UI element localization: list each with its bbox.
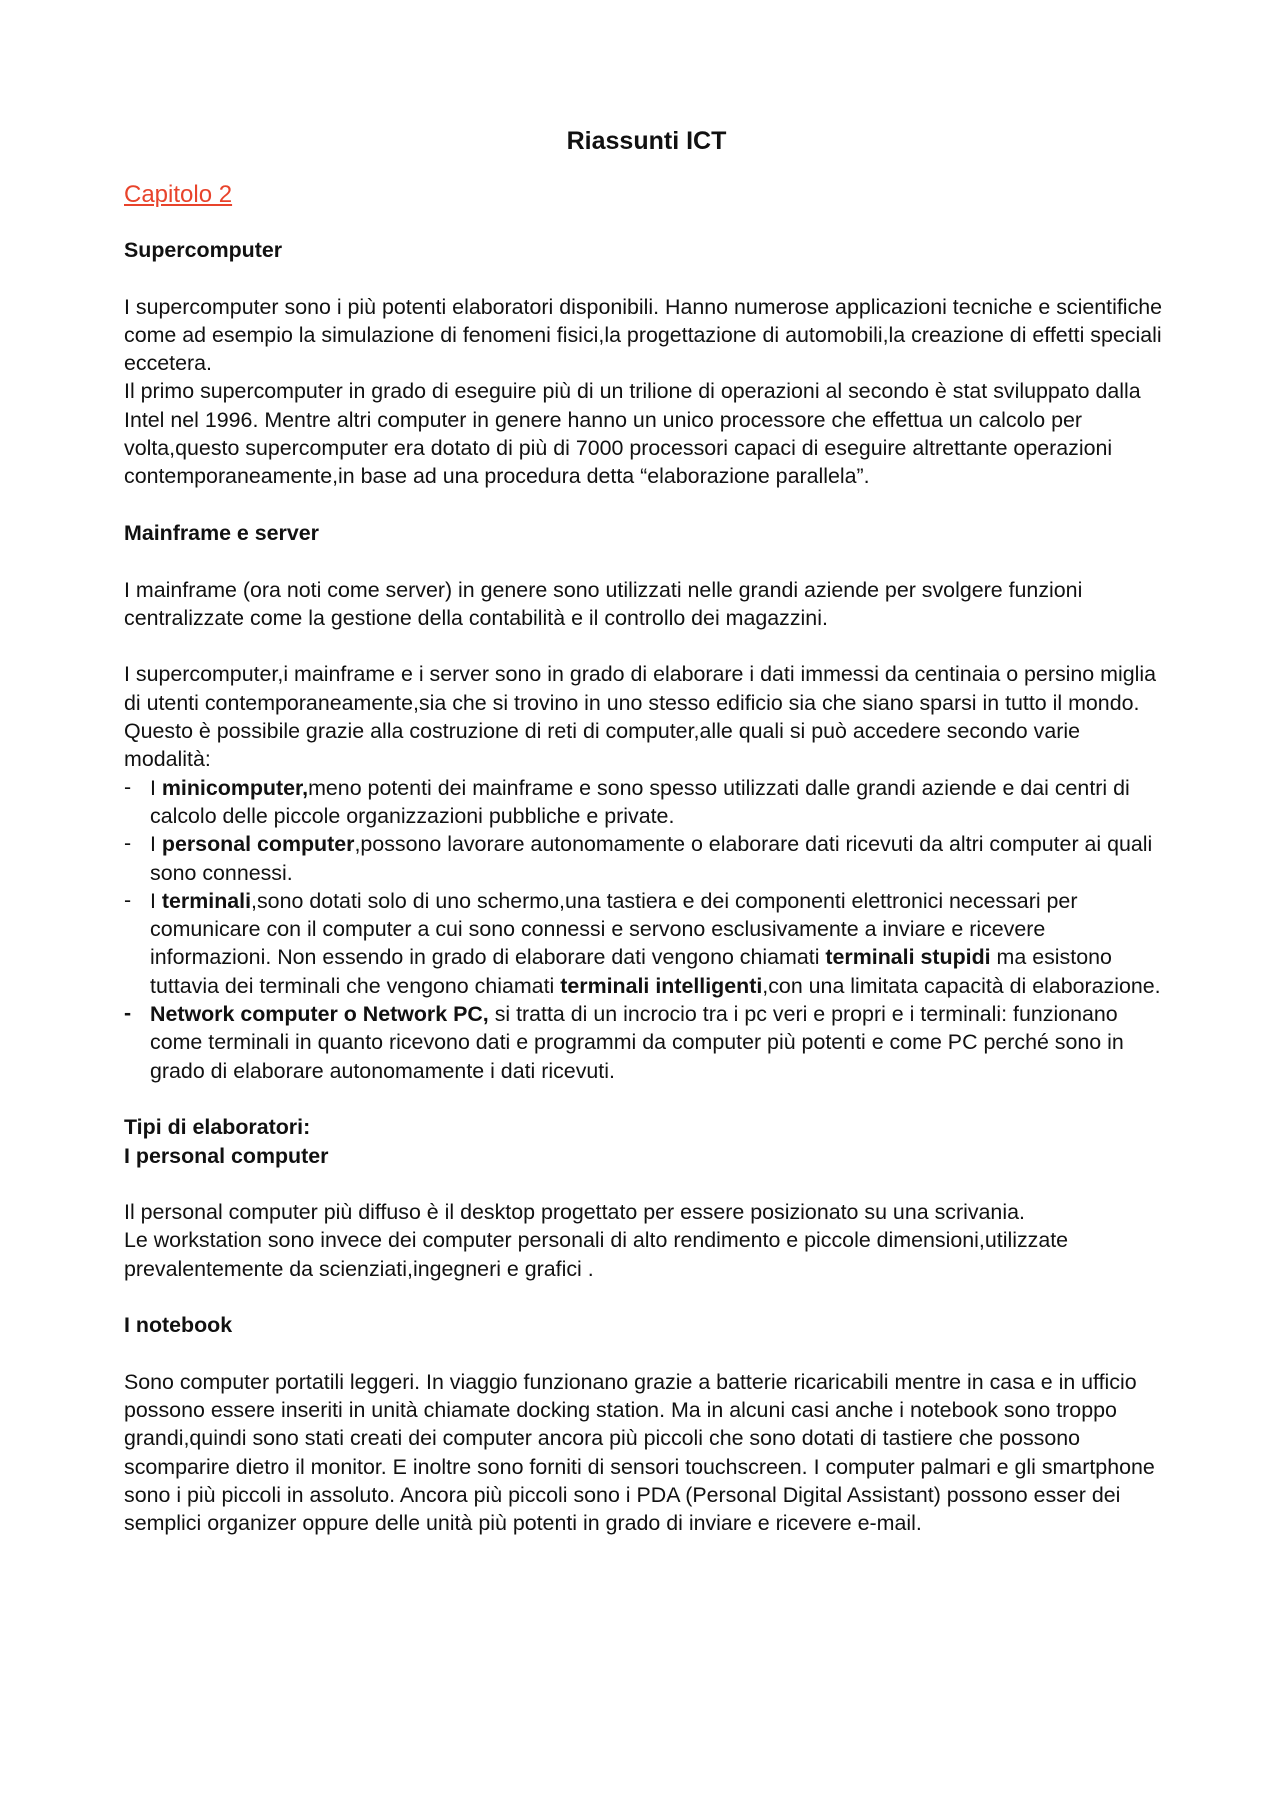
list-item-bold: terminali stupidi [825,945,991,970]
list-item-personal-computer [124,830,1169,887]
access-modes-list [124,774,1169,1085]
section-heading-mainframe: Mainframe e server [124,520,320,545]
list-item-terminali [124,887,1169,1000]
list-item-text: I [150,775,162,800]
list-item-text: ,possono lavorare autonomamente o elaborare dati ricevuti da altri computer ai quali sono connessi. [150,832,1153,885]
list-item-bold: Network computer o Network PC, [150,1002,489,1027]
personal-computer-paragraph-2: Le workstation sono invece dei computer personali di alto rendimento e piccole dimensioni,utilizzate prevalentemente da scienziati,ingegneri e grafici . [124,1228,1069,1281]
chapter-link[interactable]: Capitolo 2 [124,181,233,208]
mainframe-paragraph-2: I supercomputer,i mainframe e i server sono in grado di elaborare i dati immessi da centinaia o persino miglia di utenti contemporaneamente,sia che si trovino in uno stesso edificio sia che siano sparsi in tutto il mondo. Questo è possibile grazie alla costruzione di reti di computer,alle quali si può accedere secondo varie modalità: [124,662,1157,772]
supercomputer-paragraph-1: I supercomputer sono i più potenti elaboratori disponibili. Hanno numerose applicazioni tecniche e scientifiche come ad esempio la simulazione di fenomeni fisici,la progettazione di automobili,la creazione di effetti speciali eccetera. [124,294,1163,376]
list-item-text: ,con una limitata capacità di elaborazione. [762,973,1161,998]
list-item-minicomputer [124,774,1169,831]
mainframe-paragraph-1: I mainframe (ora noti come server) in genere sono utilizzati nelle grandi aziende per svolgere funzioni centralizzate come la gestione della contabilità e il controllo dei magazzini. [124,577,1083,630]
list-item-bold: terminali intelligenti [560,973,763,998]
document-title: Riassunti ICT [566,127,727,155]
list-item-text: I [150,888,162,913]
spacer [124,1085,1169,1113]
list-item-bold: personal computer [161,832,355,857]
document-page [124,120,1169,1538]
spacer [124,547,1169,575]
spacer [124,1340,1169,1368]
spacer [124,1170,1169,1198]
list-item-text: I [150,832,162,857]
section-heading-supercomputer: Supercomputer [124,238,283,262]
spacer [124,264,1169,292]
list-item-text: ma esistono tuttavia dei terminali che vengono chiamati [150,945,1112,998]
list-item-bold: terminali [161,888,252,913]
notebook-paragraph: Sono computer portatili leggeri. In viaggio funzionano grazie a batterie ricaricabili mentre in casa e in ufficio possono essere inseriti in unità chiamate docking station. Ma in alcuni casi anche i notebook sono troppo grandi,quindi sono stati creati dei computer ancora più piccoli che sono dotati di tastiere che possono scomparire dietro il monitor. E inoltre sono forniti di sensori touchscreen. I computer palmari e gli smartphone sono i più piccoli in assoluto. Ancora più piccoli sono i PDA (Personal Digital Assistant) possono esser dei semplici organizer oppure delle unità più potenti in grado di inviare e ricevere e-mail. [124,1369,1155,1536]
list-item-bold: minicomputer, [161,775,309,800]
section-heading-tipi: Tipi di elaboratori: [124,1115,311,1140]
list-item-network-computer [124,1000,1169,1085]
spacer [124,491,1169,519]
list-item-text: meno potenti dei mainframe e sono spesso utilizzati dalle grandi aziende e dai centri di calcolo delle piccole organizzazioni pubbliche e private. [150,775,1130,828]
personal-computer-paragraph-1: Il personal computer più diffuso è il desktop progettato per essere posizionato su una scrivania. [124,1200,1025,1225]
list-item-text: ,sono dotati solo di uno schermo,una tastiera e dei componenti elettronici necessari per comunicare con il computer a cui sono connessi e servono esclusivamente a inviare e ricevere informazioni. Non essendo in grado di elaborare dati vengono chiamati [150,888,1078,970]
section-heading-personal-computer: I personal computer [124,1143,329,1168]
spacer [124,1283,1169,1311]
section-heading-notebook: I notebook [124,1313,233,1338]
list-item-text: si tratta di un incrocio tra i pc veri e propri e i terminali: funzionano come terminali in quanto ricevono dati e programmi da computer più potenti e come PC perché sono in grado di elaborare autonomamente i dati ricevuti. [150,1002,1124,1083]
spacer [124,632,1169,660]
supercomputer-paragraph-2: Il primo supercomputer in grado di eseguire più di un trilione di operazioni al secondo è stat sviluppato dalla Intel nel 1996. Mentre altri computer in genere hanno un unico processore che effettua un calcolo per volta,questo supercomputer era dotato di più di 7000 processori capaci di eseguire altrettante operazioni contemporaneamente,in base ad una procedura detta “elaborazione parallela”. [124,379,1141,489]
